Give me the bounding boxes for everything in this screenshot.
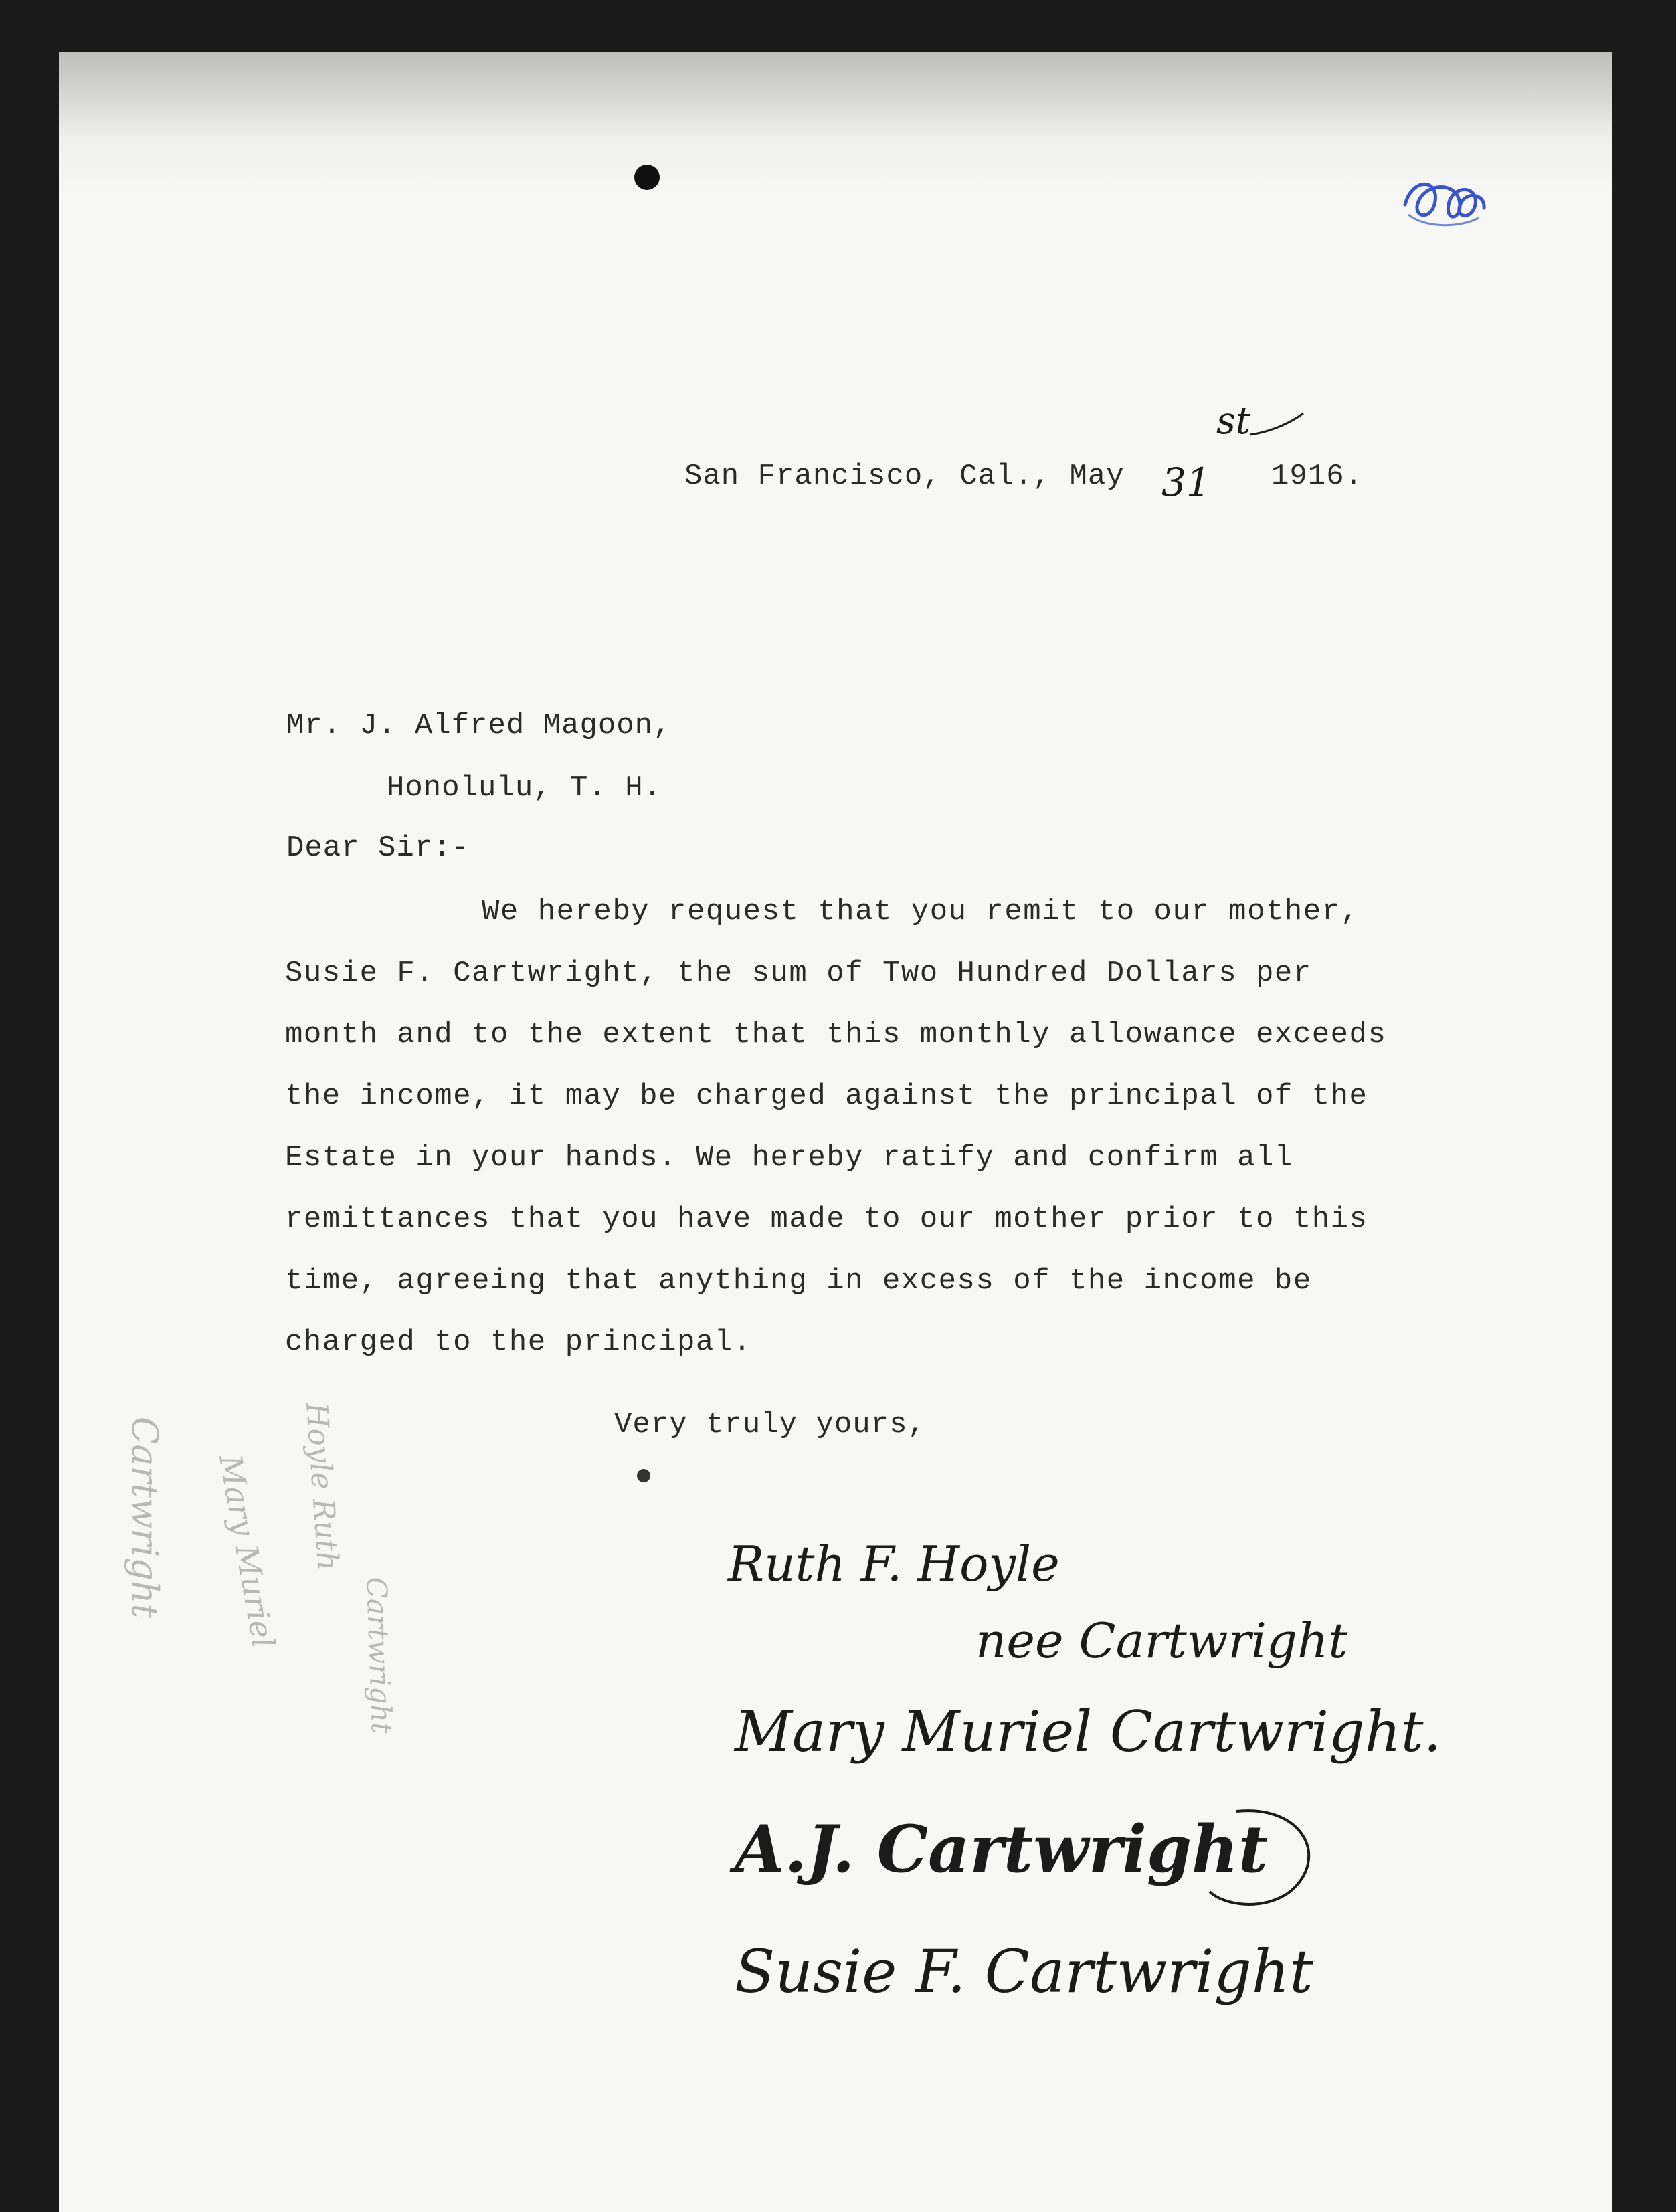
signature-mary-muriel-cartwright	[728, 1671, 1477, 1785]
svg-text:Cartwright: Cartwright	[124, 1417, 166, 1619]
scan-shadow	[59, 52, 1612, 199]
signature-2-text: nee Cartwright	[975, 1613, 1348, 1669]
handwritten-day-suffix	[1210, 387, 1310, 447]
body-line-5: Estate in your hands. We hereby ratify and confirm all	[285, 1141, 1293, 1175]
day-handwritten-text: 31	[1161, 460, 1211, 504]
date-line	[684, 462, 1125, 491]
body-line-2: Susie F. Cartwright, the sum of Two Hundred Dollars per	[285, 957, 1312, 990]
handwritten-day	[1156, 443, 1250, 504]
blue-ink-mark	[1398, 165, 1492, 238]
recipient-name: Mr. J. Alfred Magoon,	[286, 709, 672, 742]
svg-text:Hoyle Ruth: Hoyle Ruth	[299, 1401, 345, 1572]
year-text	[1271, 462, 1363, 491]
svg-text:Mary Muriel: Mary Muriel	[212, 1451, 282, 1651]
body-line-1: We hereby request that you remit to our mother,	[482, 895, 1360, 928]
signature-nee-cartwright	[969, 1591, 1558, 1684]
signature-3-text: Mary Muriel Cartwright.	[735, 1699, 1442, 1765]
punch-hole-bottom	[637, 1469, 650, 1482]
body-line-6: remittances that you have made to our mother prior to this	[285, 1203, 1368, 1236]
day-suffix-text: st	[1216, 399, 1251, 443]
body-line-7: time, agreeing that anything in excess of the income be	[285, 1264, 1312, 1298]
punch-hole-top	[634, 165, 660, 190]
recipient-location: Honolulu, T. H.	[387, 771, 662, 805]
place-date-text: San Francisco, Cal., May	[684, 460, 1125, 493]
letter-page	[59, 52, 1612, 2212]
closing: Very truly yours,	[614, 1408, 926, 1441]
faint-bleedthrough-writing	[86, 1390, 500, 1805]
signature-1-text: Ruth F. Hoyle	[728, 1536, 1060, 1592]
signature-susie-cartwright	[728, 1918, 1384, 2045]
body-line-4: the income, it may be charged against the principal of the	[285, 1080, 1368, 1113]
salutation: Dear Sir:-	[286, 831, 470, 865]
body-line-3: month and to the extent that this monthly allowance exceeds	[285, 1018, 1387, 1051]
body-line-8: charged to the principal.	[285, 1326, 752, 1359]
year-value: 1916.	[1271, 460, 1364, 493]
svg-text:Cartwright: Cartwright	[360, 1576, 399, 1734]
signature-5-text: Susie F. Cartwright	[735, 1937, 1313, 2006]
signature-4-text: A.J. Cartwright	[735, 1811, 1269, 1887]
signature-aj-cartwright	[728, 1785, 1397, 1925]
